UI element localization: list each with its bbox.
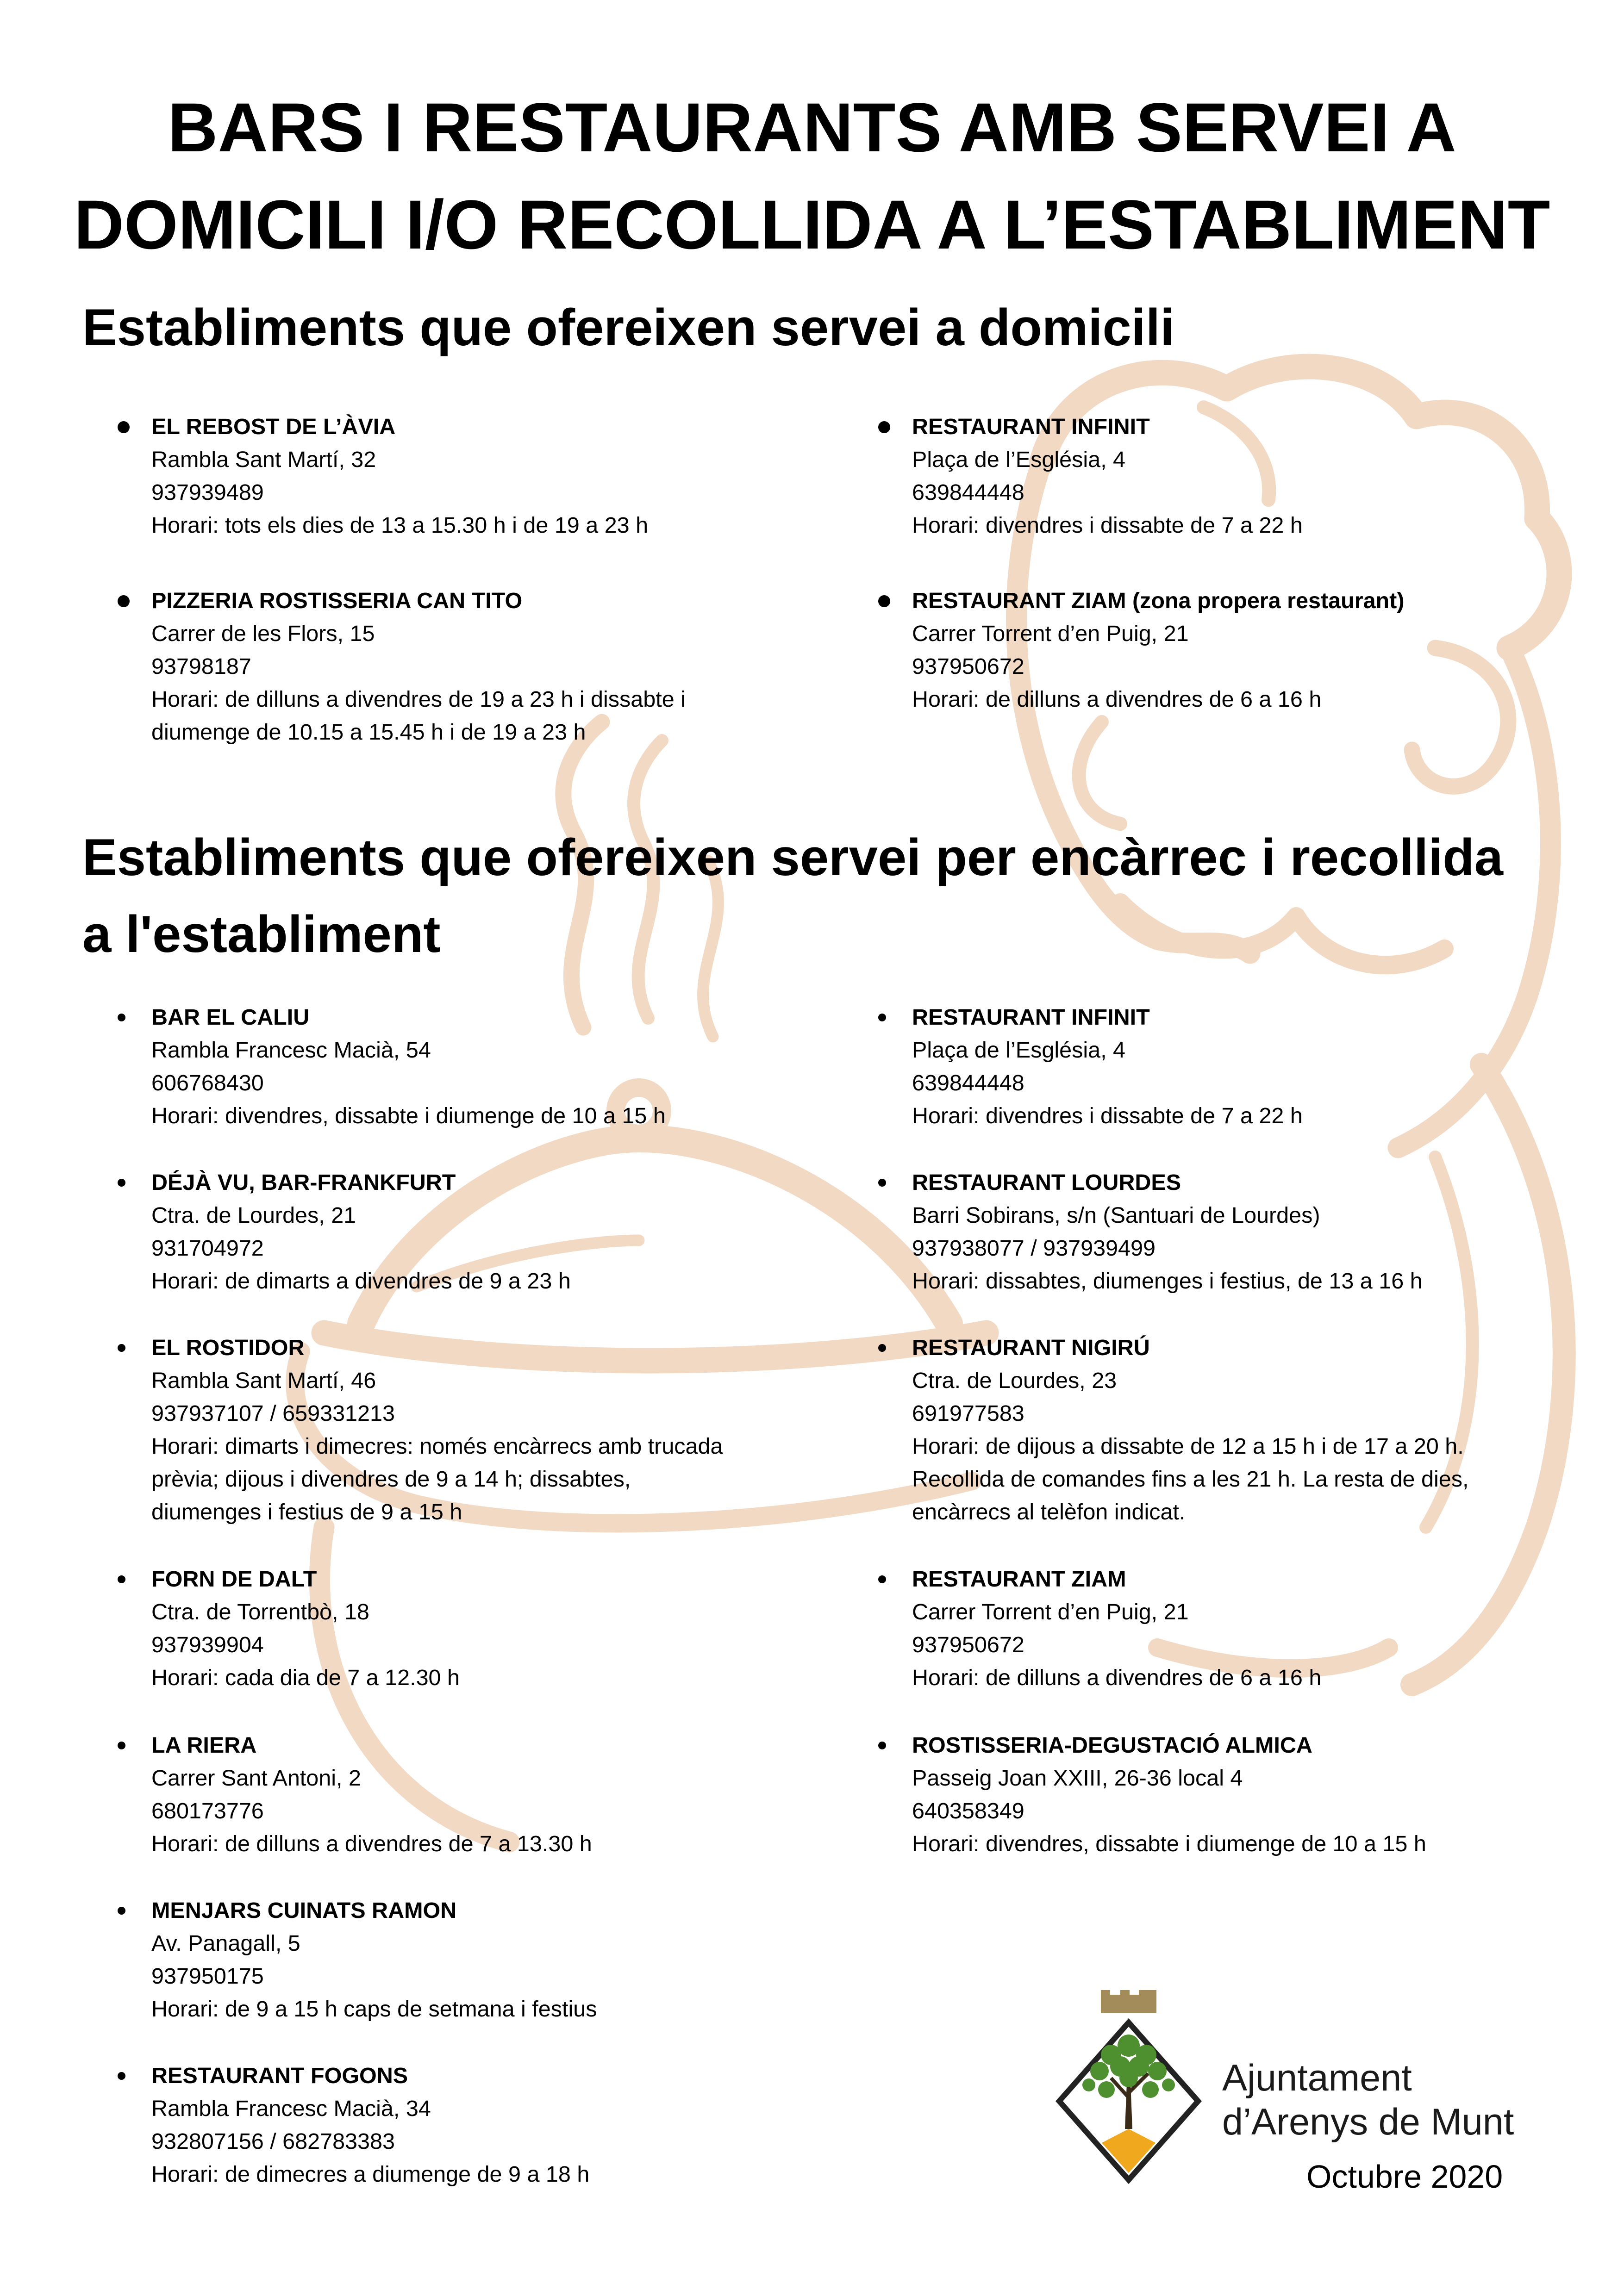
establishment-name: RESTAURANT NIGIRÚ xyxy=(912,1335,1150,1360)
list-item xyxy=(151,1729,874,1860)
establishment-hours: Horari: de dilluns a divendres de 6 a 16 h xyxy=(912,687,1322,712)
establishment-phone: 932807156 / 682783383 xyxy=(151,2129,395,2154)
establishment-hours: Horari: de dilluns a divendres de 6 a 16 h xyxy=(912,1665,1322,1690)
section-heading-delivery: Establiments que ofereixen servei a domicili xyxy=(82,299,1175,356)
bullet-icon xyxy=(118,1907,125,1915)
establishment-hours: Horari: divendres i dissabte de 7 a 22 h xyxy=(912,1103,1303,1128)
bullet-icon xyxy=(878,1344,886,1352)
establishment-name: RESTAURANT ZIAM xyxy=(912,1567,1126,1592)
establishment-phone: 93798187 xyxy=(151,654,251,679)
establishment-hours: Horari: de dijous a dissabte de 12 a 15 h i de 17 a 20 h. xyxy=(912,1434,1464,1459)
list-item xyxy=(912,411,1624,542)
establishment-name: BAR EL CALIU xyxy=(151,1005,310,1030)
establishment-hours: prèvia; dijous i divendres de 9 a 14 h; dissabtes, xyxy=(151,1467,631,1492)
establishment-phone: 691977583 xyxy=(912,1401,1024,1426)
bullet-icon xyxy=(118,1179,125,1187)
list-item xyxy=(912,585,1624,716)
establishment-hours: Recollida de comandes fins a les 21 h. La resta de dies, xyxy=(912,1467,1469,1492)
list-item xyxy=(151,1166,874,1298)
establishment-name: DÉJÀ VU, BAR-FRANKFURT xyxy=(151,1170,456,1195)
establishment-name: FORN DE DALT xyxy=(151,1567,317,1592)
logo-text-ajuntament: Ajuntament xyxy=(1222,2057,1412,2099)
bullet-icon xyxy=(118,1014,125,1021)
establishment-address: Carrer de les Flors, 15 xyxy=(151,621,375,646)
coat-of-arms-icon xyxy=(1051,1990,1204,2184)
establishment-address: Rambla Sant Martí, 46 xyxy=(151,1368,376,1393)
establishment-hours: Horari: divendres i dissabte de 7 a 22 h xyxy=(912,513,1303,538)
bullet-icon xyxy=(878,1742,886,1749)
establishment-phone: 680173776 xyxy=(151,1798,264,1823)
establishment-phone: 639844448 xyxy=(912,1070,1024,1095)
bullet-icon xyxy=(118,2072,125,2080)
establishment-hours: Horari: dimarts i dimecres: només encàrrecs amb trucada xyxy=(151,1434,723,1459)
establishment-hours: Horari: divendres, dissabte i diumenge de 10 a 15 h xyxy=(151,1103,666,1128)
ajuntament-logo xyxy=(1051,1990,1537,2184)
establishment-address: Carrer Torrent d’en Puig, 21 xyxy=(912,621,1189,646)
establishment-hours: encàrrecs al telèfon indicat. xyxy=(912,1500,1186,1524)
establishment-name: ROSTISSERIA-DEGUSTACIÓ ALMICA xyxy=(912,1733,1312,1758)
bullet-icon xyxy=(118,1344,125,1352)
establishment-phone: 937939489 xyxy=(151,480,264,505)
establishment-address: Carrer Torrent d’en Puig, 21 xyxy=(912,1599,1189,1624)
list-item xyxy=(912,1332,1624,1529)
section-heading-pickup-line-2: a l'establiment xyxy=(82,905,441,963)
establishment-phone: 931704972 xyxy=(151,1236,264,1261)
list-item xyxy=(912,1166,1624,1298)
list-item xyxy=(151,1332,874,1529)
bullet-icon xyxy=(878,1014,886,1021)
establishment-address: Ctra. de Torrentbò, 18 xyxy=(151,1599,369,1624)
establishment-address: Barri Sobirans, s/n (Santuari de Lourdes) xyxy=(912,1203,1320,1228)
page-title xyxy=(0,79,1624,273)
establishment-name: EL REBOST DE L’ÀVIA xyxy=(151,414,396,439)
establishment-hours: Horari: de dilluns a divendres de 19 a 23 h i dissabte i xyxy=(151,687,686,712)
establishment-hours: Horari: divendres, dissabte i diumenge de 10 a 15 h xyxy=(912,1831,1426,1856)
establishment-phone: 937937107 / 659331213 xyxy=(151,1401,395,1426)
establishment-address: Carrer Sant Antoni, 2 xyxy=(151,1766,361,1791)
list-item xyxy=(151,2060,874,2191)
establishment-phone: 937939904 xyxy=(151,1632,264,1657)
bullet-icon xyxy=(878,595,890,607)
list-item xyxy=(912,1729,1624,1860)
establishment-name: LA RIERA xyxy=(151,1733,257,1758)
establishment-phone: 937938077 / 937939499 xyxy=(912,1236,1156,1261)
establishment-address: Ctra. de Lourdes, 23 xyxy=(912,1368,1117,1393)
bullet-icon xyxy=(878,421,890,433)
bullet-icon xyxy=(878,1575,886,1583)
establishment-hours: Horari: cada dia de 7 a 12.30 h xyxy=(151,1665,460,1690)
list-item xyxy=(151,411,874,542)
bullet-icon xyxy=(118,421,130,433)
establishment-name: RESTAURANT FOGONS xyxy=(151,2063,408,2088)
list-item xyxy=(912,1001,1624,1132)
establishment-phone: 937950175 xyxy=(151,1964,264,1989)
establishment-phone: 640358349 xyxy=(912,1798,1024,1823)
establishment-address: Plaça de l’Església, 4 xyxy=(912,447,1126,472)
document-date: Octubre 2020 xyxy=(1306,2159,1503,2195)
establishment-hours: Horari: tots els dies de 13 a 15.30 h i de 19 a 23 h xyxy=(151,513,649,538)
bullet-icon xyxy=(878,1179,886,1187)
establishment-address: Rambla Francesc Macià, 34 xyxy=(151,2096,431,2121)
list-item xyxy=(151,1001,874,1132)
bullet-icon xyxy=(118,1575,125,1583)
list-item xyxy=(912,1563,1624,1694)
establishment-name: EL ROSTIDOR xyxy=(151,1335,305,1360)
establishment-name: RESTAURANT INFINIT xyxy=(912,414,1150,439)
establishment-hours: Horari: de dimarts a divendres de 9 a 23 h xyxy=(151,1269,571,1294)
establishment-phone: 639844448 xyxy=(912,480,1024,505)
establishment-name: RESTAURANT INFINIT xyxy=(912,1005,1150,1030)
establishment-address: Ctra. de Lourdes, 21 xyxy=(151,1203,356,1228)
establishment-hours: diumenge de 10.15 a 15.45 h i de 19 a 23 h xyxy=(151,720,586,745)
establishment-hours: Horari: de dilluns a divendres de 7 a 13.30 h xyxy=(151,1831,592,1856)
logo-text-town: d’Arenys de Munt xyxy=(1222,2101,1514,2143)
list-item xyxy=(151,1894,874,2026)
establishment-phone: 606768430 xyxy=(151,1070,264,1095)
section-heading-pickup-line-1: Establiments que ofereixen servei per encàrrec i recollida xyxy=(82,828,1503,886)
page-title-line-2: DOMICILI I/O RECOLLIDA A L’ESTABLIMENT xyxy=(74,186,1550,263)
establishment-address: Av. Panagall, 5 xyxy=(151,1931,300,1956)
establishment-address: Rambla Sant Martí, 32 xyxy=(151,447,376,472)
establishment-phone: 937950672 xyxy=(912,654,1024,679)
list-item xyxy=(151,585,874,749)
establishment-hours: diumenges i festius de 9 a 15 h xyxy=(151,1500,462,1524)
establishment-name: RESTAURANT ZIAM (zona propera restaurant) xyxy=(912,588,1405,613)
establishment-name: PIZZERIA ROSTISSERIA CAN TITO xyxy=(151,588,523,613)
establishment-hours: Horari: dissabtes, diumenges i festius, de 13 a 16 h xyxy=(912,1269,1423,1294)
bullet-icon xyxy=(118,595,130,607)
establishment-name: MENJARS CUINATS RAMON xyxy=(151,1898,457,1923)
bullet-icon xyxy=(118,1742,125,1749)
establishment-phone: 937950672 xyxy=(912,1632,1024,1657)
establishment-address: Passeig Joan XXIII, 26-36 local 4 xyxy=(912,1766,1243,1791)
establishment-hours: Horari: de 9 a 15 h caps de setmana i festius xyxy=(151,1997,597,2022)
establishment-name: RESTAURANT LOURDES xyxy=(912,1170,1181,1195)
establishment-address: Plaça de l’Església, 4 xyxy=(912,1038,1126,1063)
page-title-line-1: BARS I RESTAURANTS AMB SERVEI A xyxy=(168,88,1456,166)
list-item xyxy=(151,1563,874,1694)
establishment-hours: Horari: de dimecres a diumenge de 9 a 18 h xyxy=(151,2162,590,2187)
establishment-address: Rambla Francesc Macià, 54 xyxy=(151,1038,431,1063)
section-heading-pickup xyxy=(82,819,1564,973)
